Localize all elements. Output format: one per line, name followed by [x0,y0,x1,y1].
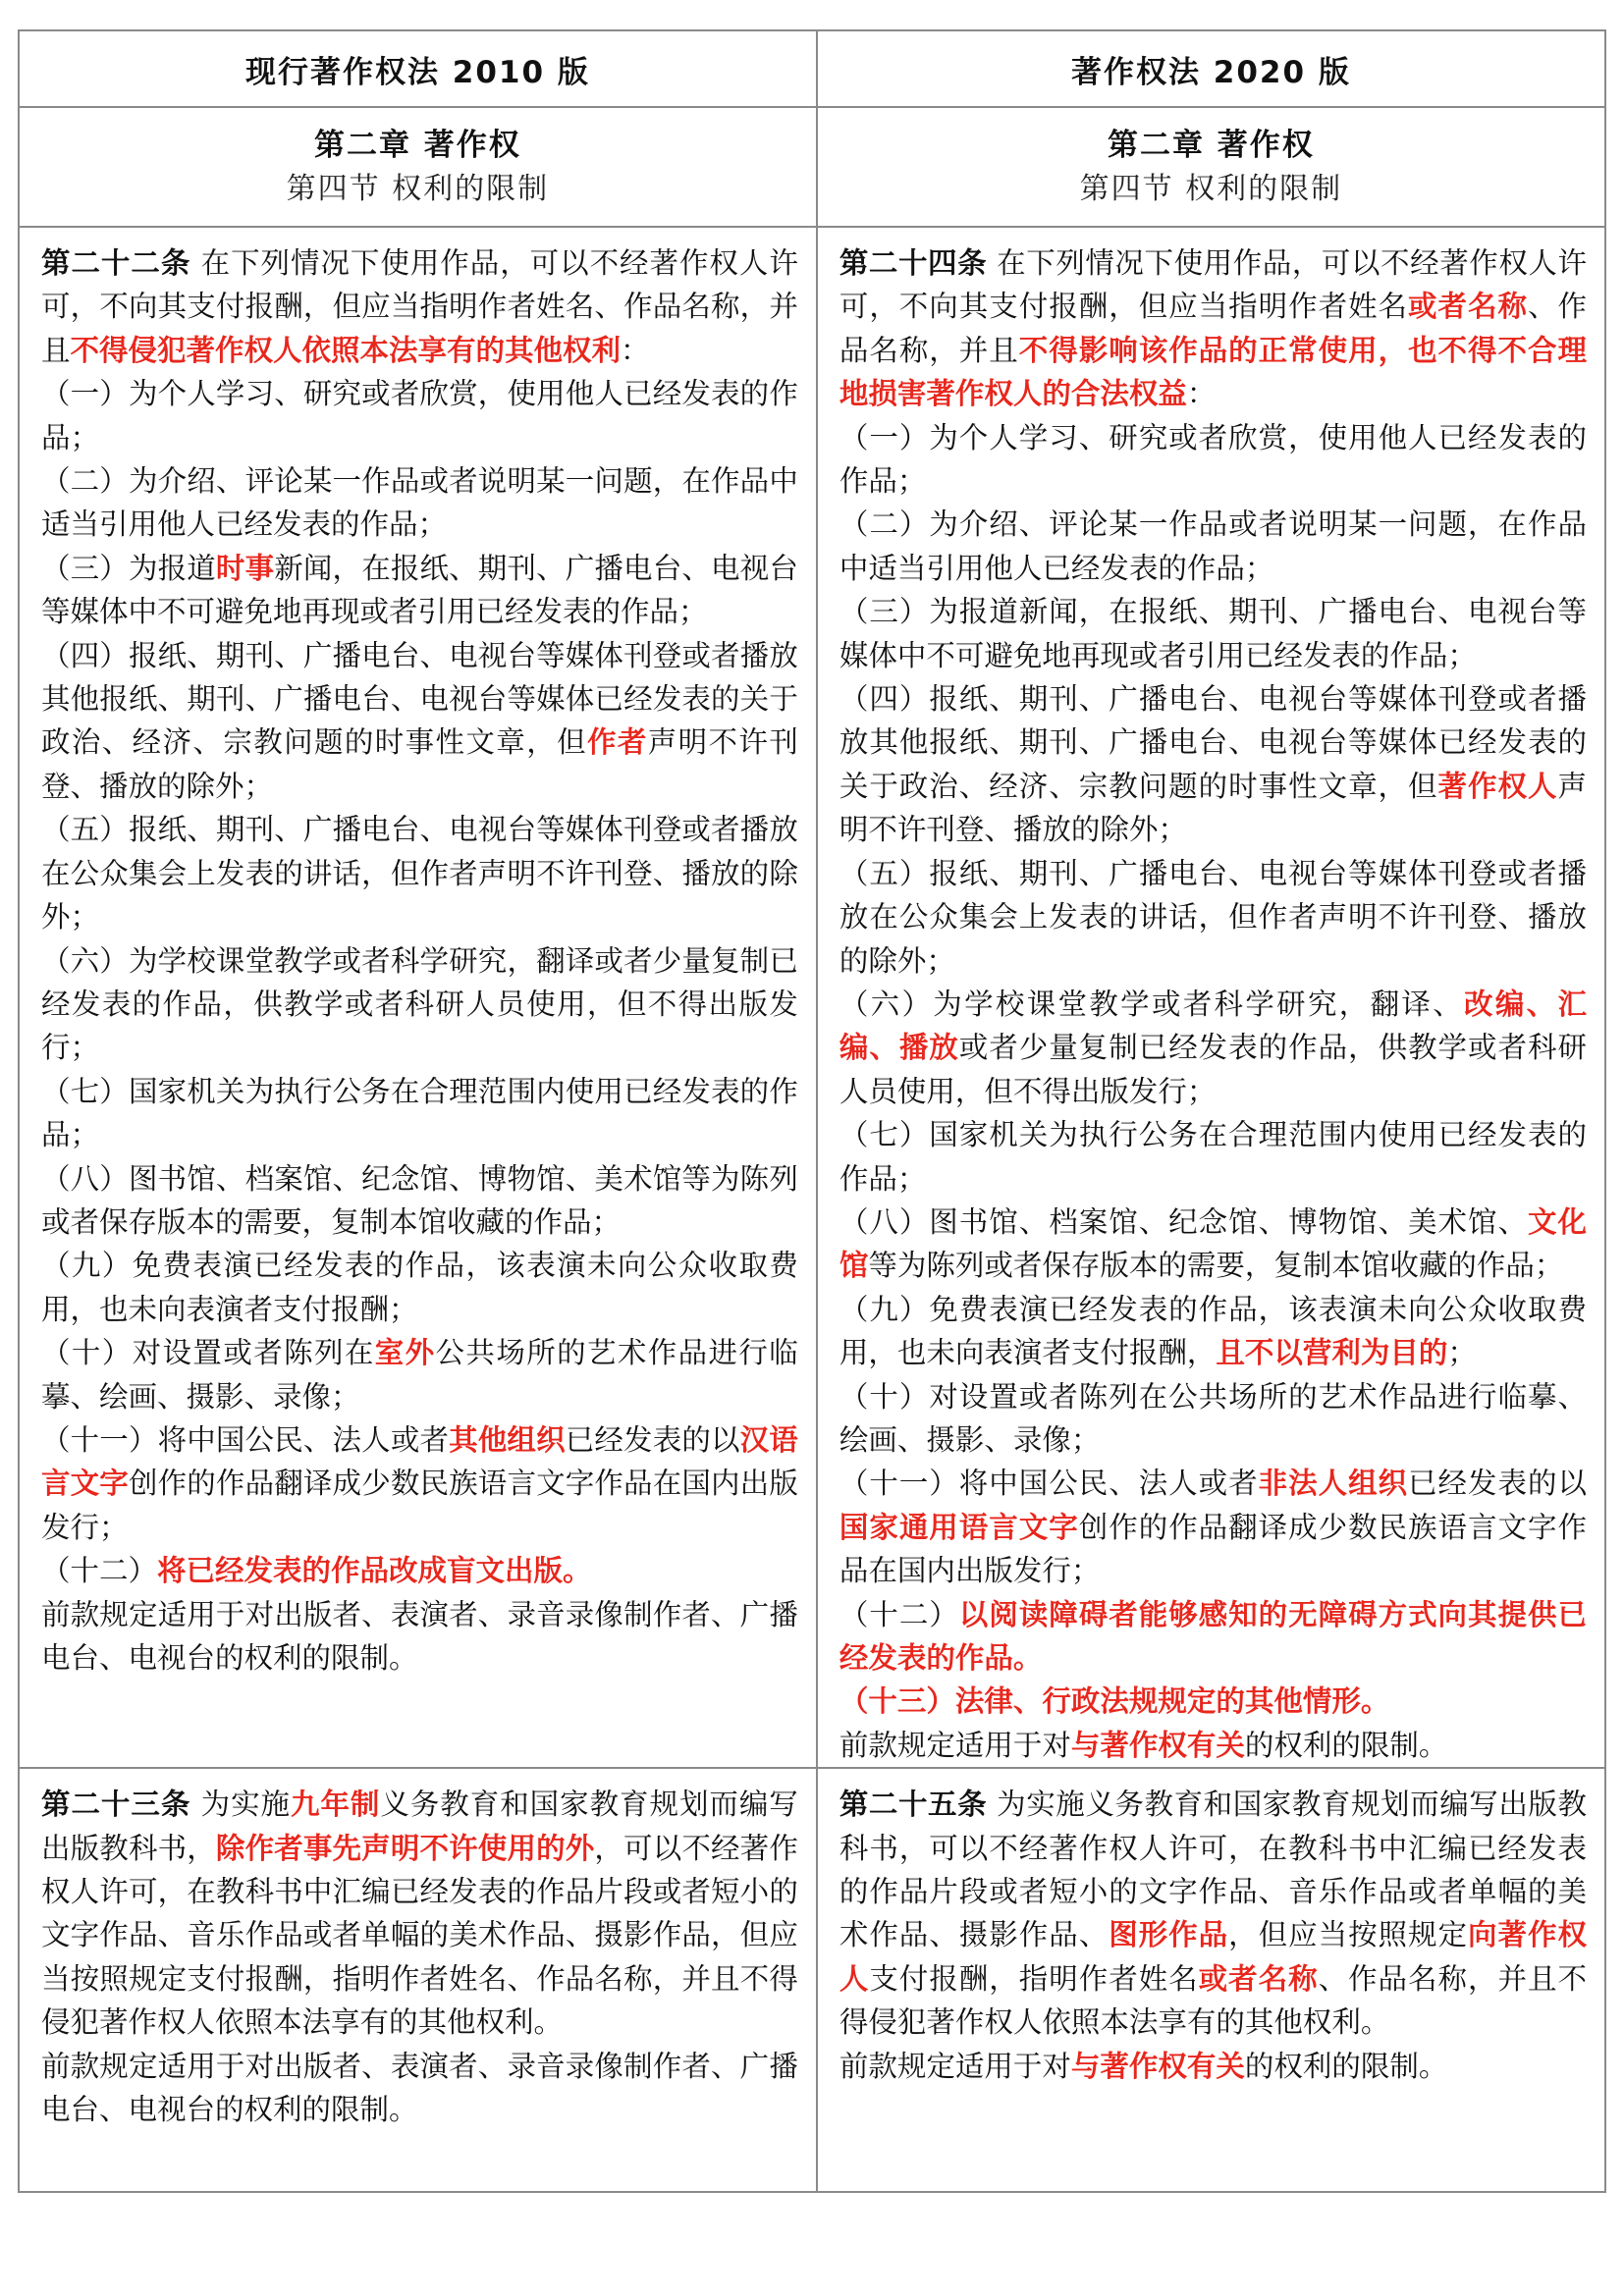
clause-text: （八）图书馆、档案馆、纪念馆、博物馆、美术馆等为陈列或者保存版本的需要，复制本馆收藏的作品； [41,1161,798,1239]
clause-text: 前款规定适用于对出版者、表演者、录音录像制作者、广播电台、电视台的权利的限制。 [41,1597,798,1675]
clause-text: （六）为学校课堂教学或者科学研究，翻译、 [839,987,1465,1021]
changed-text-highlight: 且不以营利为目的 [1216,1336,1448,1370]
clause-paragraph [41,1549,798,1592]
section-title-left: 第四节 权利的限制 [286,172,550,206]
changed-text-highlight: 图形作品 [1109,1918,1229,1952]
clause-paragraph [41,1157,798,1245]
clause-text: （四）报纸、期刊、广播电台、电视台等媒体刊登或者播放其他报纸、期刊、广播电台、电视台等媒体已经发表的关于政治、经济、宗教问题的时事性文章，但 [41,638,798,760]
clause-paragraph [41,2045,798,2132]
clause-paragraph [839,590,1587,677]
clause-paragraph [41,1418,798,1549]
clause-paragraph [41,241,798,372]
clause-text: （九）免费表演已经发表的作品，该表演未向公众收取费用，也未向表演者支付报酬； [41,1249,798,1326]
changed-text-highlight: 九年制 [291,1788,381,1822]
clause-text: 新闻，在报纸、期刊、广播电台、电视台等媒体中不可避免地再现或者引用已经发表的作品； [41,551,798,629]
changed-text-highlight: 除作者事先声明不许使用的外 [215,1831,595,1865]
clause-text: （二）为介绍、评论某一作品或者说明某一问题，在作品中适当引用他人已经发表的作品； [41,464,798,542]
clause-text: ： [621,333,650,367]
clause-paragraph [839,1593,1587,1681]
clause-paragraph [839,1680,1587,1723]
clause-paragraph [41,1070,798,1157]
clause-paragraph [41,547,798,634]
clause-text: 的权利的限制。 [1244,1728,1448,1762]
article-25-cell [817,1768,1605,2192]
clause-paragraph [839,1783,1587,2044]
clause-paragraph [41,1331,798,1418]
clause-text: （三）为报道新闻，在报纸、期刊、广播电台、电视台等媒体中不可避免地再现或者引用已经发表的作品； [839,595,1587,672]
clause-text: （九）免费表演已经发表的作品，该表演未向公众收取费用，也未向表演者支付报酬， [839,1292,1587,1370]
article-number: 第二十二条 [41,246,191,280]
clause-paragraph [41,634,798,809]
chapter-title-left: 第二章 著作权 [314,128,521,163]
clause-text: 前款规定适用于对 [839,2049,1071,2083]
article-24-cell [817,227,1605,1768]
clause-paragraph [41,372,798,459]
changed-text-highlight: 文化馆 [839,1204,1587,1283]
clause-paragraph [839,983,1587,1113]
clause-text: 公共场所的艺术作品进行临摹、绘画、摄影、录像； [41,1336,798,1414]
clause-text: 已经发表的以 [565,1422,740,1457]
clause-text: 前款规定适用于对 [839,1728,1071,1762]
changed-text-highlight: 改编、汇编、播放 [839,987,1587,1065]
clause-text: 在下列情况下使用作品，可以不经著作权人许可，不向其支付报酬，但应当指明作者姓名、作品名称，并且 [41,246,798,367]
article-23-cell [19,1768,817,2192]
clause-text: 、作品名称，并且不得侵犯著作权人依照本法享有的其他权利。 [839,1961,1587,2040]
article-number: 第二十三条 [41,1788,191,1822]
changed-text-highlight: 汉语言文字 [41,1422,798,1501]
article-number: 第二十四条 [839,246,988,280]
article-22-cell [19,227,817,1768]
clause-text: 为实施义务教育和国家教育规划而编写出版教科书，可以不经著作权人许可，在教科书中汇编已经发表的作品片段或者短小的文字作品、音乐作品或者单幅的美术作品、摄影作品、 [839,1788,1587,1952]
clause-text: （二）为介绍、评论某一作品或者说明某一问题，在作品中适当引用他人已经发表的作品； [839,507,1587,585]
article-22-text [20,228,816,1680]
clause-text: （十二） [839,1597,959,1631]
changed-text-highlight: 室外 [374,1336,436,1370]
clause-text: 、作品名称，并且 [839,290,1587,367]
changed-text-highlight: 或者名称 [1198,1961,1319,1996]
changed-text-highlight: 著作权人 [1437,769,1558,803]
clause-text: （四）报纸、期刊、广播电台、电视台等媒体刊登或者播放其他报纸、期刊、广播电台、电视台等媒体已经发表的关于政治、经济、宗教问题的时事性文章，但 [839,682,1587,803]
header-row [19,30,1605,107]
changed-text-highlight: （十三）法律、行政法规规定的其他情形。 [839,1684,1390,1719]
changed-text-highlight: 不得侵犯著作权人依照本法享有的其他权利 [70,333,622,367]
changed-text-highlight: 非法人组织 [1258,1467,1409,1501]
clause-text: 创作的作品翻译成少数民族语言文字作品在国内出版发行； [41,1467,798,1544]
chapter-right [817,107,1605,227]
changed-text-highlight: 与著作权有关 [1070,1728,1245,1762]
header-right: 著作权法 2020 版 [817,30,1605,107]
changed-text-highlight: 不得影响该作品的正常使用，也不得不合理地损害著作权人的合法权益 [839,333,1587,411]
clause-text: （十二） [41,1554,158,1588]
clause-paragraph [839,241,1587,416]
clause-text: （五）报纸、期刊、广播电台、电视台等媒体刊登或者播放在公众集会上发表的讲话，但作者声明不许刊登、播放的除外； [839,856,1587,978]
clause-text: 已经发表的以 [1408,1467,1587,1501]
clause-text: （五）报纸、期刊、广播电台、电视台等媒体刊登或者播放在公众集会上发表的讲话，但作者声明不许刊登、播放的除外； [41,813,798,934]
clause-text: ，但应当按照规定 [1228,1918,1469,1952]
clause-text: 声明不许刊登、播放的除外； [41,725,798,803]
clause-paragraph [41,1244,798,1331]
clause-paragraph [839,416,1587,504]
clause-text: ； [1447,1336,1477,1370]
chapter-row [19,107,1605,227]
clause-text: 等为陈列或者保存版本的需要，复制本馆收藏的作品； [868,1249,1564,1283]
changed-text-highlight: 向著作权人 [839,1918,1587,1996]
clause-text: 声明不许刊登、播放的除外； [839,769,1587,847]
clause-text: 的权利的限制。 [1244,2049,1448,2083]
clause-text: ，可以不经著作权人许可，在教科书中汇编已经发表的作品片段或者短小的文字作品、音乐作品或者单幅的美术作品、摄影作品，但应当按照规定支付报酬，指明作者姓名、作品名称，并且不得侵犯著作权人依照本法享有的其他权利。 [41,1831,798,2040]
clause-text: （十）对设置或者陈列在公共场所的艺术作品进行临摹、绘画、摄影、录像； [839,1379,1587,1457]
clause-text: （十一）将中国公民、法人或者 [41,1422,450,1457]
clause-text: 或者少量复制已经发表的作品，供教学或者科研人员使用，但不得出版发行； [839,1031,1587,1108]
clause-text: （一）为个人学习、研究或者欣赏，使用他人已经发表的作品； [41,377,798,454]
article-25-text [818,1769,1604,2088]
header-left: 现行著作权法 2010 版 [19,30,817,107]
clause-paragraph [839,852,1587,983]
comparison-table [18,29,1606,2193]
article-number: 第二十五条 [839,1788,988,1822]
clause-paragraph [41,939,798,1070]
changed-text-highlight: 将已经发表的作品改成盲文出版。 [157,1554,592,1588]
clause-text: （七）国家机关为执行公务在合理范围内使用已经发表的作品； [41,1074,798,1152]
clause-text: （十）对设置或者陈列在 [41,1336,375,1370]
clause-paragraph [839,2045,1587,2088]
clause-text: 创作的作品翻译成少数民族语言文字作品在国内出版发行； [839,1510,1587,1588]
clause-text: 前款规定适用于对出版者、表演者、录音录像制作者、广播电台、电视台的权利的限制。 [41,2049,798,2127]
changed-text-highlight: 其他组织 [449,1422,566,1457]
article-24-text [818,228,1604,1767]
clause-text: （三）为报道 [41,551,216,585]
clause-paragraph [839,503,1587,590]
section-title-right: 第四节 权利的限制 [1079,172,1343,206]
clause-text: （六）为学校课堂教学或者科学研究，翻译或者少量复制已经发表的作品，供教学或者科研人员使用，但不得出版发行； [41,943,798,1065]
article-row-2 [19,1768,1605,2192]
clause-text: （十一）将中国公民、法人或者 [839,1467,1259,1501]
changed-text-highlight: 与著作权有关 [1070,2049,1245,2083]
changed-text-highlight: 作者 [586,725,648,760]
clause-paragraph [839,1288,1587,1375]
clause-paragraph [839,1113,1587,1201]
clause-paragraph [839,1201,1587,1288]
clause-paragraph [839,677,1587,852]
changed-text-highlight: 时事 [215,551,275,585]
clause-text: 为实施 [190,1788,291,1822]
clause-text: 在下列情况下使用作品，可以不经著作权人许可，不向其支付报酬，但应当指明作者姓名 [839,246,1587,324]
clause-paragraph [41,1783,798,2044]
clause-paragraph [839,1375,1587,1463]
clause-paragraph [41,1593,798,1681]
clause-paragraph [839,1724,1587,1767]
chapter-title-right: 第二章 著作权 [1108,128,1315,163]
chapter-left [19,107,817,227]
clause-text: （八）图书馆、档案馆、纪念馆、博物馆、美术馆、 [839,1204,1528,1239]
clause-text: 支付报酬，指明作者姓名 [869,1961,1199,1996]
clause-text: 义务教育和国家教育规划而编写出版教科书， [41,1788,798,1865]
changed-text-highlight: 以阅读障碍者能够感知的无障碍方式向其提供已经发表的作品。 [839,1597,1587,1675]
clause-text: （一）为个人学习、研究或者欣赏，使用他人已经发表的作品； [839,420,1587,499]
clause-text: ： [1186,377,1217,411]
clause-paragraph [839,1462,1587,1592]
clause-text: （七）国家机关为执行公务在合理范围内使用已经发表的作品； [839,1118,1587,1196]
article-23-text [20,1769,816,2131]
clause-paragraph [41,808,798,938]
changed-text-highlight: 国家通用语言文字 [839,1510,1079,1544]
article-row-1 [19,227,1605,1768]
changed-text-highlight: 或者名称 [1408,290,1528,324]
clause-paragraph [41,459,798,547]
